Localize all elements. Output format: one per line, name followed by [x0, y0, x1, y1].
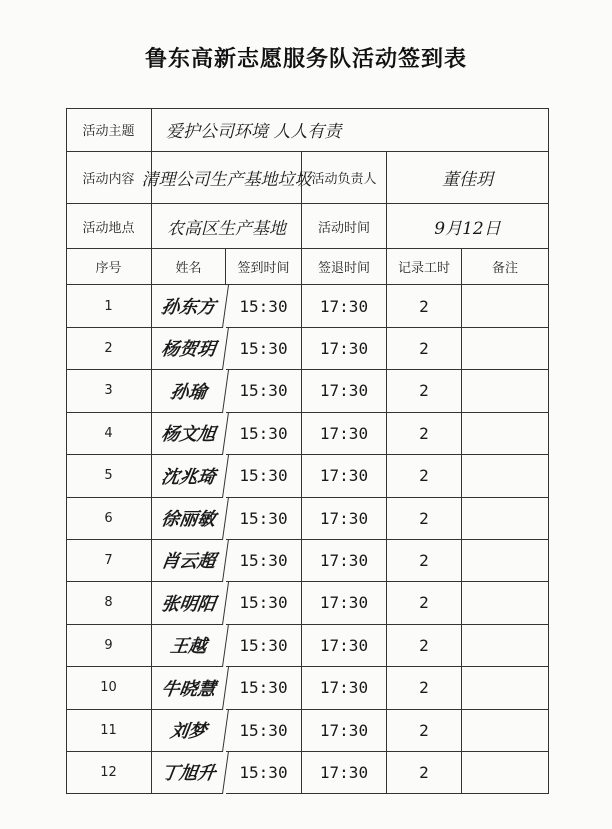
row-note	[462, 327, 549, 370]
row-hours: 2	[387, 285, 462, 328]
leader-value: 董佳玥	[387, 152, 549, 204]
header-signin: 签到时间	[226, 249, 302, 285]
theme-label: 活动主题	[66, 108, 152, 152]
time-value: 9月12日	[387, 204, 549, 249]
row-hours: 2	[387, 327, 462, 370]
row-hours: 2	[387, 455, 462, 498]
row-hours: 2	[387, 412, 462, 455]
row-note	[462, 455, 549, 498]
row-signout-time: 17:30	[302, 582, 387, 625]
row-number: 1	[66, 285, 152, 328]
row-note	[462, 709, 549, 752]
content-label: 活动内容	[66, 152, 152, 204]
row-signin-time: 15:30	[226, 709, 302, 752]
row-note	[462, 582, 549, 625]
row-signout-time: 17:30	[302, 709, 387, 752]
row-number: 4	[66, 412, 152, 455]
header-hours: 记录工时	[387, 249, 462, 285]
row-note	[462, 370, 549, 413]
header-name: 姓名	[152, 249, 226, 285]
row-name: 丁旭升	[149, 751, 229, 794]
row-signout-time: 17:30	[302, 285, 387, 328]
row-signout-time: 17:30	[302, 667, 387, 710]
row-name: 张明阳	[149, 582, 229, 625]
row-signout-time: 17:30	[302, 370, 387, 413]
row-signout-time: 17:30	[302, 497, 387, 540]
row-signout-time: 17:30	[302, 751, 387, 794]
row-note	[462, 497, 549, 540]
row-number: 7	[66, 539, 152, 582]
row-signout-time: 17:30	[302, 327, 387, 370]
row-hours: 2	[387, 370, 462, 413]
row-name: 孙瑜	[149, 370, 229, 413]
row-note	[462, 751, 549, 794]
row-signin-time: 15:30	[226, 624, 302, 667]
row-note	[462, 667, 549, 710]
row-hours: 2	[387, 751, 462, 794]
row-name: 徐丽敏	[149, 497, 229, 540]
header-no: 序号	[66, 249, 152, 285]
row-signin-time: 15:30	[226, 327, 302, 370]
row-signin-time: 15:30	[226, 285, 302, 328]
leader-label: 活动负责人	[302, 152, 387, 204]
row-signin-time: 15:30	[226, 370, 302, 413]
row-hours: 2	[387, 497, 462, 540]
row-name: 刘梦	[149, 709, 229, 752]
row-signout-time: 17:30	[302, 412, 387, 455]
row-name: 杨文旭	[149, 412, 229, 455]
row-signin-time: 15:30	[226, 497, 302, 540]
row-name: 王越	[149, 624, 229, 667]
row-number: 5	[66, 455, 152, 498]
row-signin-time: 15:30	[226, 582, 302, 625]
row-hours: 2	[387, 624, 462, 667]
row-name: 孙东方	[149, 285, 229, 328]
row-note	[462, 624, 549, 667]
row-signin-time: 15:30	[226, 751, 302, 794]
row-number: 11	[66, 709, 152, 752]
theme-value: 爱护公司环境 人人有责	[152, 108, 549, 152]
row-number: 10	[66, 667, 152, 710]
row-number: 9	[66, 624, 152, 667]
content-value: 清理公司生产基地垃圾	[152, 152, 302, 204]
row-number: 2	[66, 327, 152, 370]
page-title: 鲁东高新志愿服务队活动签到表	[144, 46, 467, 72]
row-signout-time: 17:30	[302, 624, 387, 667]
row-number: 3	[66, 370, 152, 413]
signin-sheet	[66, 108, 549, 794]
row-signin-time: 15:30	[226, 539, 302, 582]
row-name: 杨贺玥	[149, 327, 229, 370]
row-number: 12	[66, 751, 152, 794]
row-name: 牛晓慧	[149, 667, 229, 710]
header-signout: 签退时间	[302, 249, 387, 285]
row-number: 6	[66, 497, 152, 540]
row-number: 8	[66, 582, 152, 625]
row-name: 沈兆琦	[149, 455, 229, 498]
row-signout-time: 17:30	[302, 539, 387, 582]
time-label: 活动时间	[302, 204, 387, 249]
row-signout-time: 17:30	[302, 455, 387, 498]
header-note: 备注	[462, 249, 549, 285]
row-hours: 2	[387, 539, 462, 582]
row-signin-time: 15:30	[226, 455, 302, 498]
row-note	[462, 412, 549, 455]
row-signin-time: 15:30	[226, 412, 302, 455]
row-hours: 2	[387, 667, 462, 710]
place-value: 农高区生产基地	[152, 204, 302, 249]
row-name: 肖云超	[149, 539, 229, 582]
place-label: 活动地点	[66, 204, 152, 249]
row-note	[462, 539, 549, 582]
row-hours: 2	[387, 709, 462, 752]
row-hours: 2	[387, 582, 462, 625]
row-note	[462, 285, 549, 328]
row-signin-time: 15:30	[226, 667, 302, 710]
